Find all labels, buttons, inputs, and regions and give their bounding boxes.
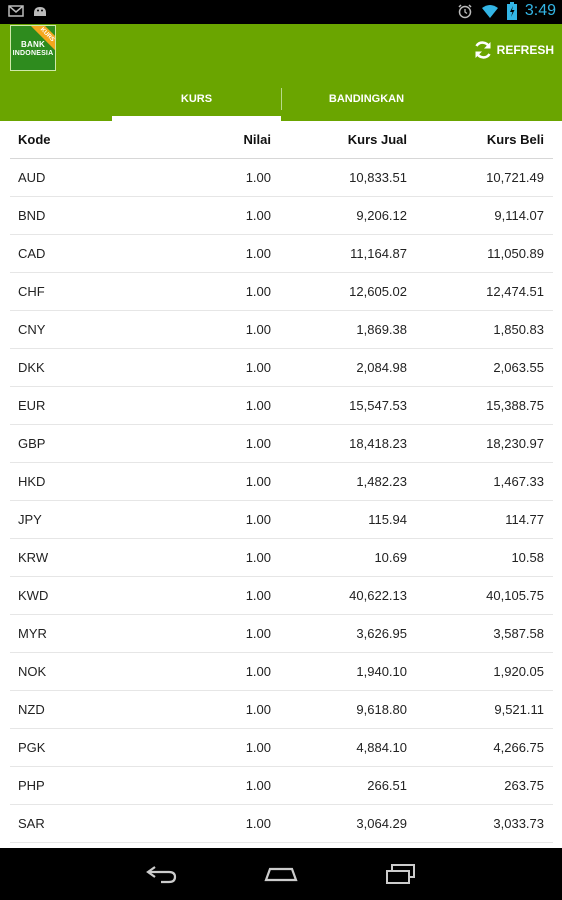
nilai-value: 1.00 [245,474,271,489]
currency-code: NZD [18,702,45,717]
table-row [10,805,553,843]
home-icon [263,864,299,884]
currency-code: HKD [18,474,46,489]
header-nilai: Nilai [243,132,271,147]
kurs-beli-value: 1,920.05 [493,664,544,679]
header-kurs-beli: Kurs Beli [486,132,544,147]
table-row [10,615,553,653]
kurs-beli-value: 263.75 [504,778,544,793]
kurs-jual-value: 9,206.12 [356,208,407,223]
kurs-jual-value: 10,833.51 [349,170,407,185]
kurs-beli-value: 4,266.75 [493,740,544,755]
nilai-value: 1.00 [245,588,271,603]
currency-code: SAR [18,816,45,831]
alarm-icon [457,3,473,19]
logo-text-line1: BANK [21,40,45,49]
nilai-value: 1.00 [245,702,271,717]
nilai-value: 1.00 [245,816,271,831]
recent-apps-icon [384,863,418,885]
currency-code: JPY [18,512,42,527]
currency-code: GBP [18,436,46,451]
currency-code: KRW [18,550,49,565]
kurs-beli-value: 10,721.49 [486,170,544,185]
nilai-value: 1.00 [245,664,271,679]
back-icon [145,864,179,884]
nilai-value: 1.00 [245,208,271,223]
kurs-jual-value: 10.69 [374,550,407,565]
logo-ribbon: KURS [31,25,56,51]
table-row [10,387,553,425]
table-row [10,197,553,235]
kurs-jual-value: 2,084.98 [356,360,407,375]
wifi-icon [481,3,499,19]
currency-code: NOK [18,664,47,679]
kurs-jual-value: 4,884.10 [356,740,407,755]
currency-code: AUD [18,170,46,185]
exchange-rate-table [10,121,553,881]
currency-code: PGK [18,740,46,755]
nilai-value: 1.00 [245,778,271,793]
table-row [10,691,553,729]
kurs-beli-value: 2,063.55 [493,360,544,375]
currency-code: CAD [18,246,46,261]
android-icon [32,4,48,18]
tab-bar [0,76,562,121]
tab-kurs[interactable]: KURS [112,76,281,121]
logo-text-line2: INDONESIA [12,50,54,57]
table-row [10,273,553,311]
kurs-beli-value: 1,467.33 [493,474,544,489]
kurs-jual-value: 40,622.13 [349,588,407,603]
nilai-value: 1.00 [245,512,271,527]
table-row [10,425,553,463]
home-button[interactable] [257,858,305,890]
table-row [10,235,553,273]
currency-code: BND [18,208,46,223]
tab-bandingkan[interactable]: BANDINGKAN [328,92,405,105]
nilai-value: 1.00 [245,284,271,299]
nilai-value: 1.00 [245,550,271,565]
table-row [10,729,553,767]
kurs-jual-value: 115.94 [368,512,407,527]
table-row [10,653,553,691]
currency-code: DKK [18,360,45,375]
kurs-jual-value: 15,547.53 [349,398,407,413]
app-logo[interactable] [10,25,56,71]
kurs-jual-value: 1,940.10 [356,664,407,679]
nilai-value: 1.00 [245,436,271,451]
table-row [10,539,553,577]
kurs-beli-value: 9,114.07 [494,208,544,223]
table-row [10,349,553,387]
kurs-jual-value: 11,164.87 [350,246,407,261]
kurs-beli-value: 40,105.75 [486,588,544,603]
kurs-beli-value: 18,230.97 [486,436,544,451]
table-row [10,767,553,805]
recent-apps-button[interactable] [377,858,425,890]
currency-code: CNY [18,322,46,337]
status-clock: 3:49 [524,2,556,19]
currency-code: CHF [18,284,45,299]
kurs-jual-value: 9,618.80 [356,702,407,717]
gmail-icon [8,4,24,18]
currency-code: KWD [18,588,49,603]
kurs-jual-value: 18,418.23 [349,436,407,451]
kurs-beli-value: 1,850.83 [493,322,544,337]
nilai-value: 1.00 [245,360,271,375]
refresh-label: REFRESH [496,43,554,57]
currency-code: PHP [18,778,45,793]
kurs-jual-value: 3,626.95 [356,626,407,641]
table-body [10,159,553,881]
action-bar [0,24,562,76]
kurs-beli-value: 114.77 [505,512,544,527]
nilai-value: 1.00 [245,246,271,261]
kurs-beli-value: 3,033.73 [493,816,544,831]
nilai-value: 1.00 [245,740,271,755]
status-bar [0,0,562,24]
refresh-icon [473,40,493,60]
table-row [10,501,553,539]
kurs-beli-value: 15,388.75 [486,398,544,413]
nilai-value: 1.00 [245,398,271,413]
back-button[interactable] [138,858,186,890]
nilai-value: 1.00 [245,626,271,641]
battery-icon [507,2,517,20]
kurs-jual-value: 1,869.38 [356,322,407,337]
table-row [10,577,553,615]
kurs-jual-value: 12,605.02 [349,284,407,299]
table-row [10,311,553,349]
table-row [10,159,553,197]
kurs-beli-value: 3,587.58 [493,626,544,641]
status-left [8,4,48,18]
currency-code: EUR [18,398,46,413]
navigation-bar [0,848,562,900]
kurs-beli-value: 10.58 [511,550,544,565]
kurs-jual-value: 1,482.23 [356,474,407,489]
kurs-beli-value: 11,050.89 [487,246,544,261]
table-row [10,463,553,501]
kurs-beli-value: 9,521.11 [494,702,544,717]
nilai-value: 1.00 [245,170,271,185]
status-right [457,2,556,20]
kurs-beli-value: 12,474.51 [486,284,544,299]
nilai-value: 1.00 [245,322,271,337]
kurs-jual-value: 3,064.29 [356,816,407,831]
header-kode: Kode [18,132,51,147]
refresh-button[interactable] [473,38,554,62]
kurs-jual-value: 266.51 [367,778,407,793]
header-kurs-jual: Kurs Jual [347,132,407,147]
currency-code: MYR [18,626,47,641]
table-header [10,121,553,159]
